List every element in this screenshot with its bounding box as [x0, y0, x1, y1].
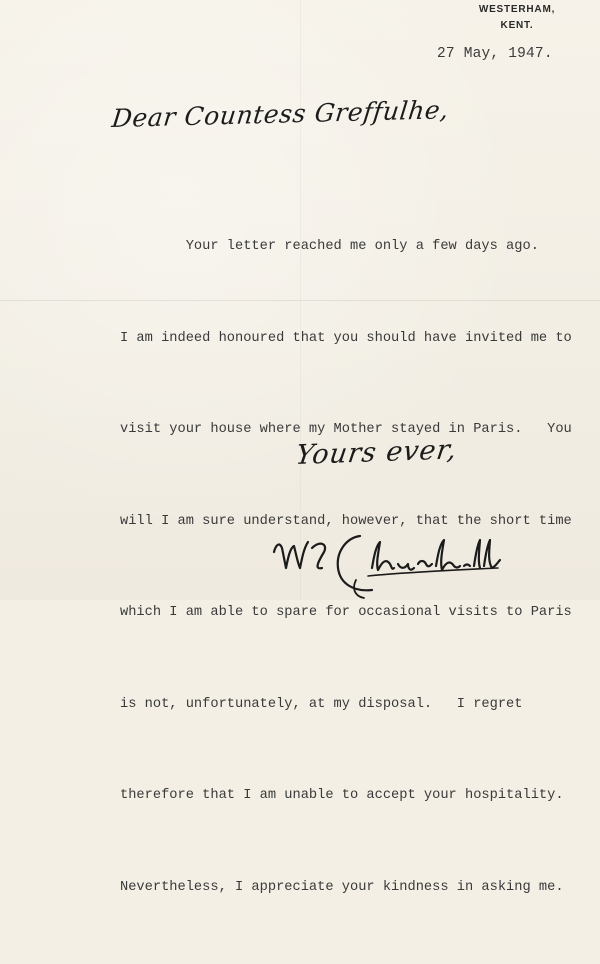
handwritten-salutation: Dear Countess Greffulhe,: [110, 95, 451, 134]
body-line: is not, unfortunately, at my disposal. I regret: [120, 696, 523, 712]
body-line: which I am able to spare for occasional visits to Paris: [120, 605, 572, 620]
body-line: will I am sure understand, however, that the short time: [120, 513, 572, 529]
body-line: Your letter reached me only a few days ago.: [120, 239, 539, 254]
letter-date: 27 May, 1947.: [437, 46, 553, 62]
letterhead-town: WESTERHAM,: [478, 4, 556, 15]
letterhead-county: KENT.: [500, 20, 534, 31]
letterhead-address: [462, 2, 572, 34]
body-line: I am indeed honoured that you should have invited me to: [120, 330, 572, 346]
body-line: Nevertheless, I appreciate your kindness in asking me.: [120, 879, 564, 895]
handwritten-signature: [268, 518, 508, 600]
body-line: visit your house where my Mother stayed in Paris. You: [120, 422, 572, 437]
body-line: therefore that I am unable to accept your hospitality.: [120, 788, 564, 803]
handwritten-closing: Yours ever,: [293, 434, 460, 472]
